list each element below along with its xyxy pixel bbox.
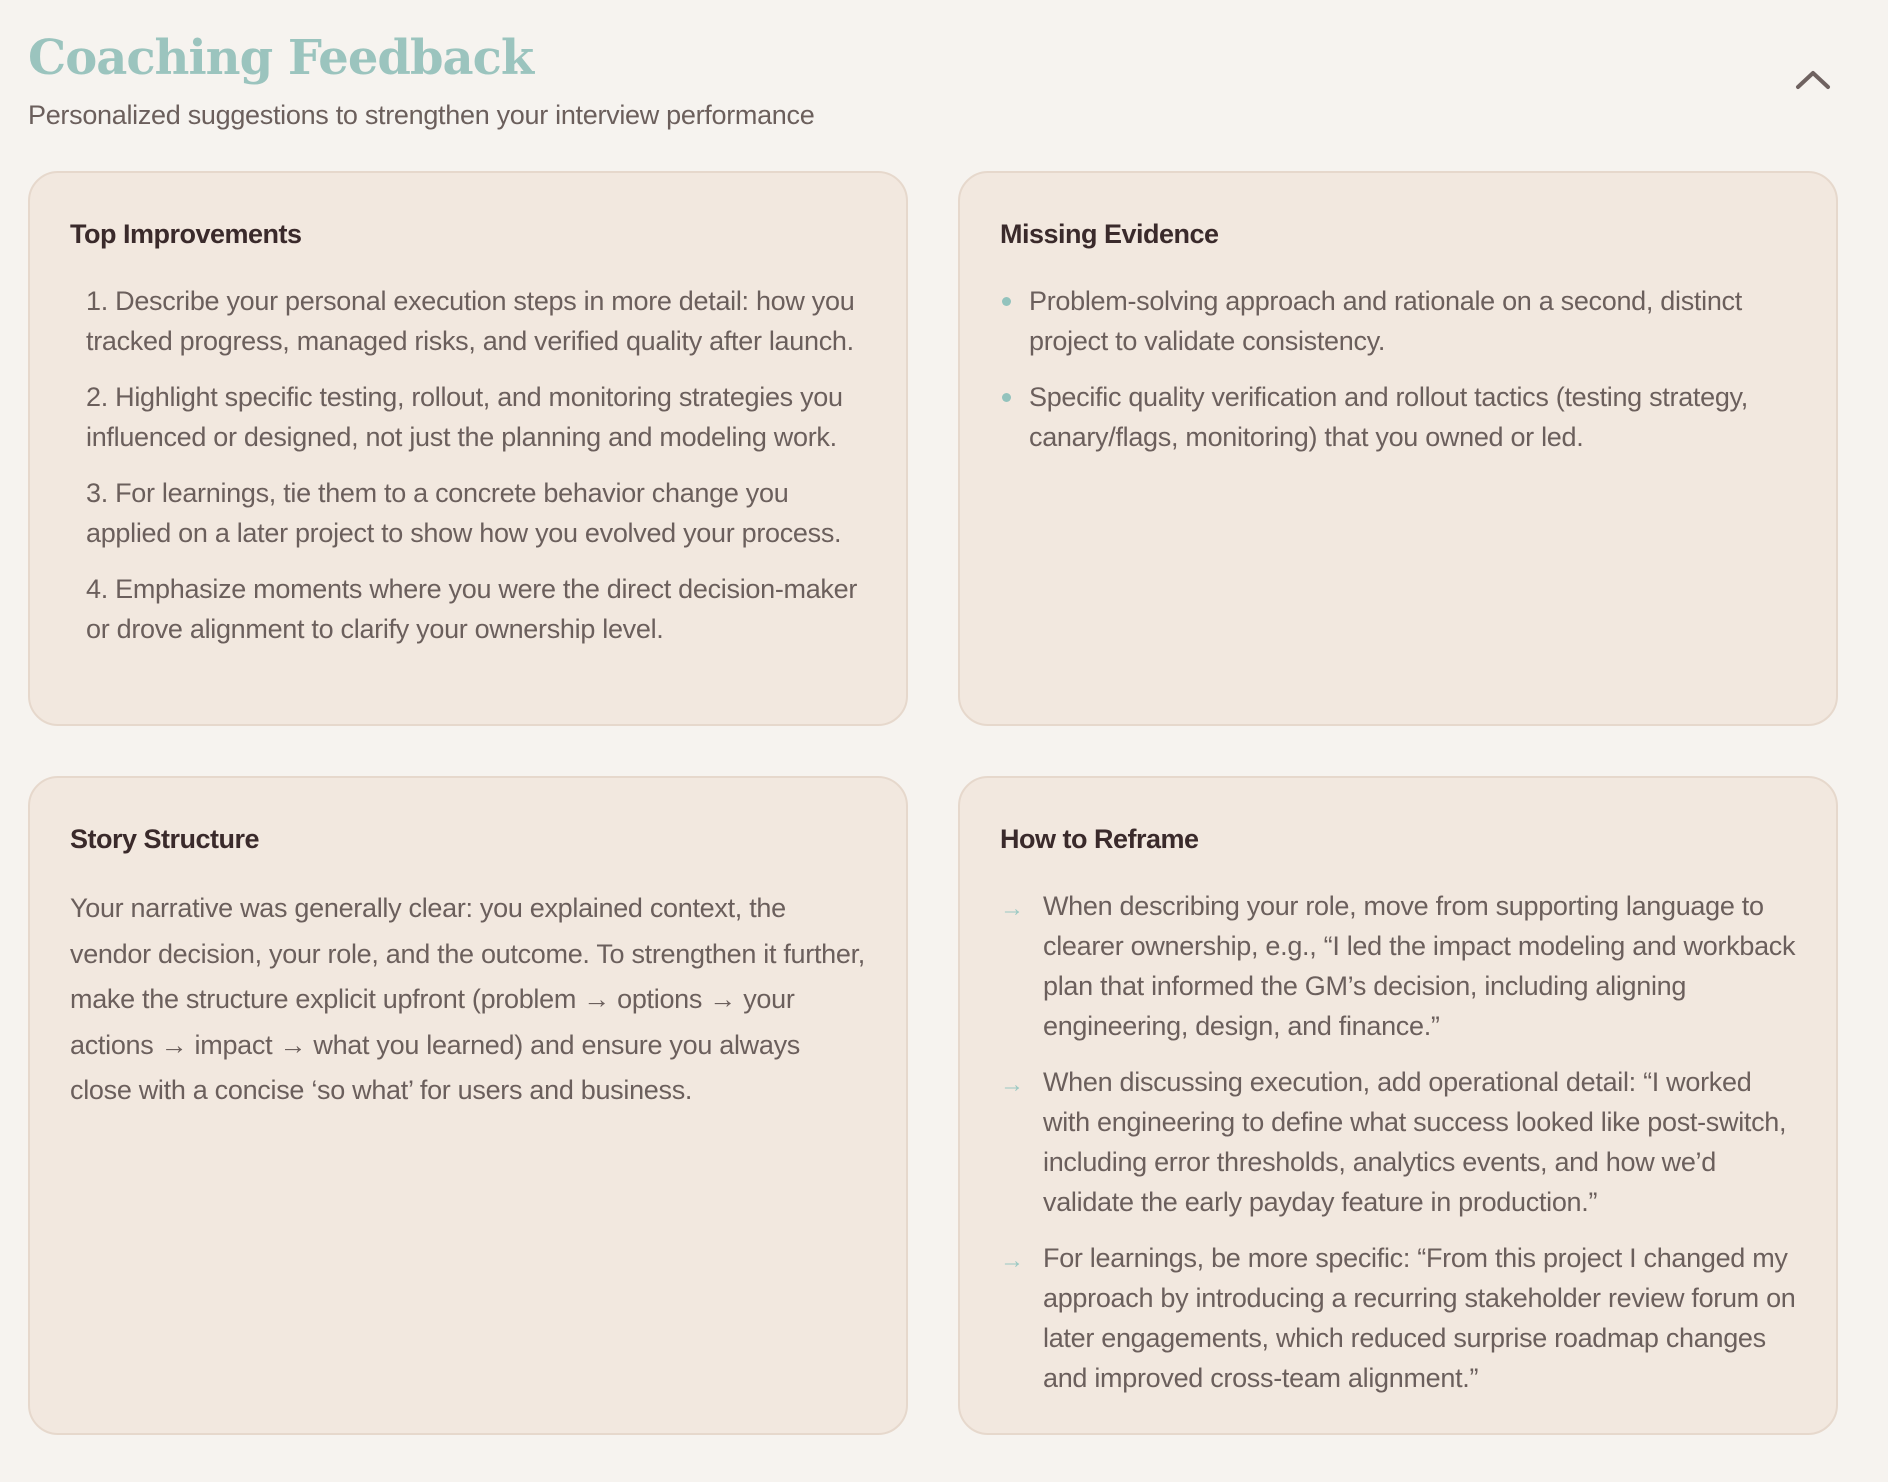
- feedback-cards-grid: [28, 171, 1838, 1435]
- chevron-up-icon: [1795, 69, 1831, 91]
- improvements-list: [70, 281, 866, 649]
- list-item: 3. For learnings, tie them to a concrete behavior change you applied on a later project to show how you evolved your process.: [86, 478, 842, 548]
- list-item-text: Problem-solving approach and rationale on a second, distinct project to validate consistency.: [1029, 286, 1742, 356]
- list-item: 1. Describe your personal execution steps in more detail: how you tracked progress, managed risks, and verified quality after launch.: [86, 286, 855, 356]
- list-item: [1000, 281, 1796, 361]
- dot-icon: [1002, 393, 1011, 402]
- dot-icon: [1002, 297, 1011, 306]
- card-title: How to Reframe: [1000, 824, 1199, 854]
- reframe-list: [1000, 886, 1796, 1398]
- arrow-right-icon: →: [1000, 1071, 1024, 1098]
- list-item: [1000, 377, 1796, 457]
- missing-evidence-list: [1000, 281, 1796, 457]
- list-item: [1000, 1062, 1796, 1222]
- card-title: Story Structure: [70, 824, 260, 854]
- page-title: Coaching Feedback: [28, 30, 534, 86]
- page-subtitle: Personalized suggestions to strengthen your interview performance: [28, 100, 815, 130]
- card-title: Missing Evidence: [1000, 219, 1219, 249]
- arrow-right-icon: →: [1000, 895, 1024, 922]
- list-item-text: When discussing execution, add operational detail: “I worked with engineering to define what success looked like post-switch, including error thresholds, analytics events, and how we’d validate the early payday feature in production.”: [1043, 1067, 1787, 1217]
- list-item-text: For learnings, be more specific: “From this project I changed my approach by introducing a recurring stakeholder review forum on later engagements, which reduced surprise roadmap changes and improved cross-team alignment.”: [1043, 1243, 1796, 1393]
- list-item: [1000, 886, 1796, 1046]
- card-title: Top Improvements: [70, 219, 302, 249]
- coaching-feedback-header: [28, 28, 1838, 131]
- list-item: [1000, 1238, 1796, 1398]
- collapse-section-button[interactable]: [1790, 60, 1836, 100]
- missing-evidence-card: [958, 171, 1838, 726]
- list-item-text: Specific quality verification and rollout tactics (testing strategy, canary/flags, monitoring) that you owned or led.: [1029, 382, 1748, 452]
- story-structure-card: [28, 776, 908, 1435]
- top-improvements-card: [28, 171, 908, 726]
- arrow-right-icon: →: [1000, 1247, 1024, 1274]
- story-structure-text: Your narrative was generally clear: you explained context, the vendor decision, your role, and the outcome. To strengthen it further, make the structure explicit upfront (problem → options → your actions → impact → what you learned) and ensure you always close with a concise ‘so what’ for users and business.: [70, 893, 865, 1105]
- list-item: 4. Emphasize moments where you were the direct decision-maker or drove alignment to clarify your ownership level.: [86, 574, 858, 644]
- list-item: 2. Highlight specific testing, rollout, and monitoring strategies you influenced or designed, not just the planning and modeling work.: [86, 382, 843, 452]
- list-item-text: When describing your role, move from supporting language to clearer ownership, e.g., “I led the impact modeling and workback plan that informed the GM’s decision, including aligning engineering, design, and finance.”: [1043, 891, 1796, 1041]
- how-to-reframe-card: [958, 776, 1838, 1435]
